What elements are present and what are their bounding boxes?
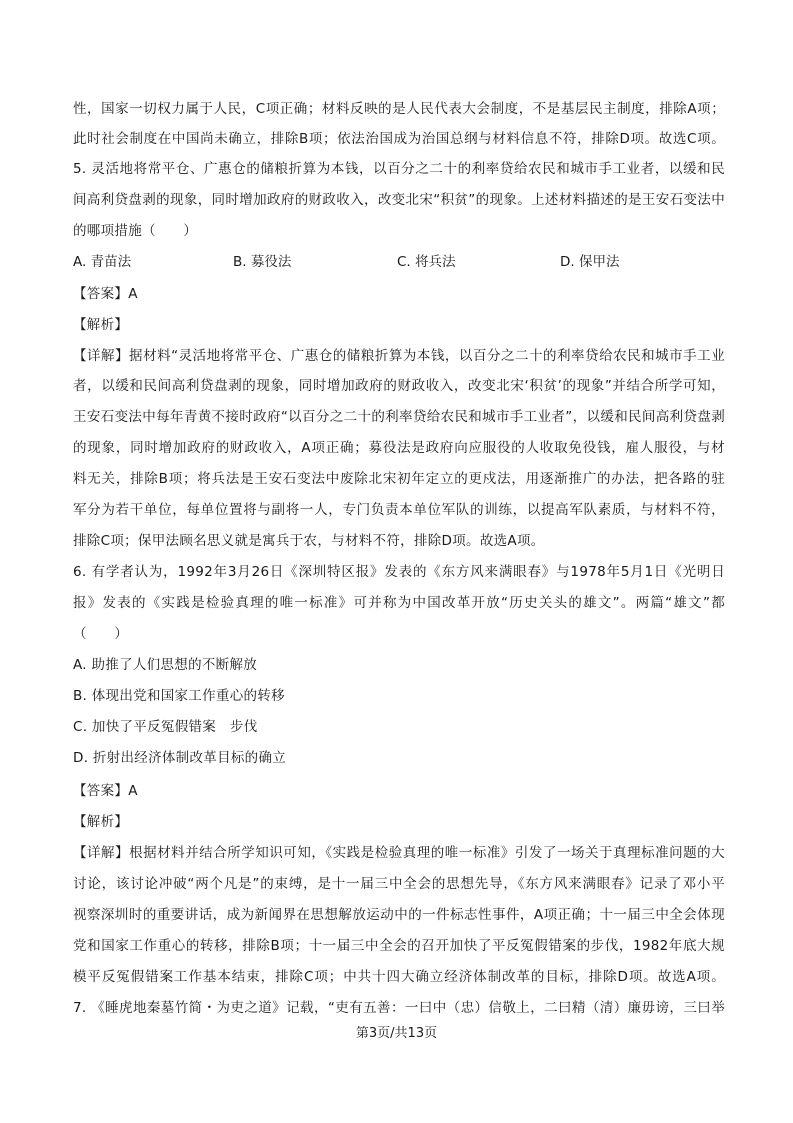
question-5-options	[73, 252, 725, 272]
question-5-stem-line-1: 5. 灵活地将常平仓、广惠仓的储粮折算为本钱，以百分之二十的利率贷给农民和城市手工业者，以缓和民	[73, 161, 725, 177]
analysis-label-q6: 【解析】	[73, 814, 129, 830]
answer-label-q5: 【答案】A	[73, 286, 138, 302]
explanation-q5-line-1: 【详解】据材料“灵活地将常平仓、广惠仓的储粮折算为本钱，以百分之二十的利率贷给农民和城市手工业	[73, 348, 725, 364]
question-6-stem-line-2: 报》发表的《实践是检验真理的唯一标准》可并称为中国改革开放“历史关头的雄文”。两篇“雄文”都	[73, 595, 725, 611]
option-b: B. 募役法	[233, 254, 292, 270]
text-line-1: 性，国家一切权力属于人民，C项正确；材料反映的是人民代表大会制度，不是基层民主制度，排除A项；	[73, 101, 725, 117]
question-6-option-c: C. 加快了平反冤假错案 步伐	[73, 719, 258, 735]
option-c: C. 将兵法	[397, 254, 456, 270]
question-7-stem-line-1: 7. 《睡虎地秦墓竹简・为吏之道》记载，“吏有五善：一曰中（忠）信敬上，二曰精（清）廉毋谤，三曰举	[73, 1000, 725, 1016]
question-5-stem-line-2: 间高利贷盘剥的现象，同时增加政府的财政收入，改变北宋“积贫”的现象。上述材料描述的是王安石变法中	[73, 192, 725, 208]
explanation-q5-line-7: 排除C项；保甲法顾名思义就是寓兵于农，与材料不符，排除D项。故选A项。	[73, 533, 545, 549]
answer-label-q6: 【答案】A	[73, 783, 138, 799]
explanation-q6-line-1: 【详解】根据材料并结合所学知识可知，《实践是检验真理的唯一标准》引发了一场关于真理标准问题的大	[73, 845, 725, 861]
explanation-q6-line-5: 模平反冤假错案工作基本结束，排除C项；中共十四大确立经济体制改革的目标，排除D项。故选A项。	[73, 969, 725, 985]
explanation-q5-line-2: 者，以缓和民间高利贷盘剥的现象，同时增加政府的财政收入，改变北宋‘积贫’的现象”并结合所学可知，	[73, 378, 725, 394]
explanation-q5-line-3: 王安石变法中每年青黄不接时政府“以百分之二十的利率贷给农民和城市手工业者”，以缓和民间高利贷盘剥	[73, 409, 725, 425]
question-6-stem-line-3: （ ）	[73, 626, 129, 642]
question-6-option-a: A. 助推了人们思想的不断解放	[73, 657, 258, 673]
analysis-label-q5: 【解析】	[73, 317, 129, 333]
explanation-q6-line-3: 视察深圳时的重要讲话，成为新闻界在思想解放运动中的一件标志性事件，A项正确；十一届三中全会体现	[73, 907, 725, 923]
question-6-option-d: D. 折射出经济体制改革目标的确立	[73, 750, 287, 766]
page-number-footer: 第3页/共13页	[355, 1026, 438, 1041]
explanation-q5-line-6: 军分为若干单位，每单位置将与副将一人，专门负责本单位军队的训练，以提高军队素质，与材料不符，	[73, 502, 725, 518]
option-a: A. 青苗法	[73, 254, 132, 270]
question-6-stem-line-1: 6. 有学者认为，1992年3月26日《深圳特区报》发表的《东方风来满眼春》与1978年5月1日《光明日	[73, 564, 725, 580]
text-line-2: 此时社会制度在中国尚未确立，排除B项；依法治国成为治国总纲与材料信息不符，排除D项。故选C项。	[73, 131, 725, 147]
explanation-q6-line-4: 党和国家工作重心的转移，排除B项；十一届三中全会的召开加快了平反冤假错案的步伐，1982年底大规	[73, 938, 725, 954]
explanation-q5-line-4: 的现象，同时增加政府的财政收入，A项正确；募役法是政府向应服役的人收取免役钱，雇人服役，与材	[73, 440, 725, 456]
explanation-q6-line-2: 讨论，该讨论冲破“两个凡是”的束缚，是十一届三中全会的思想先导，《东方风来满眼春》记录了邓小平	[73, 876, 725, 892]
question-6-option-b: B. 体现出党和国家工作重心的转移	[73, 688, 285, 704]
question-5-stem-line-3: 的哪项措施（ ）	[73, 223, 198, 239]
option-d: D. 保甲法	[560, 254, 620, 270]
explanation-q5-line-5: 料无关，排除B项；将兵法是王安石变法中废除北宋初年定立的更戍法，用逐渐推广的办法，把各路的驻	[73, 471, 725, 487]
